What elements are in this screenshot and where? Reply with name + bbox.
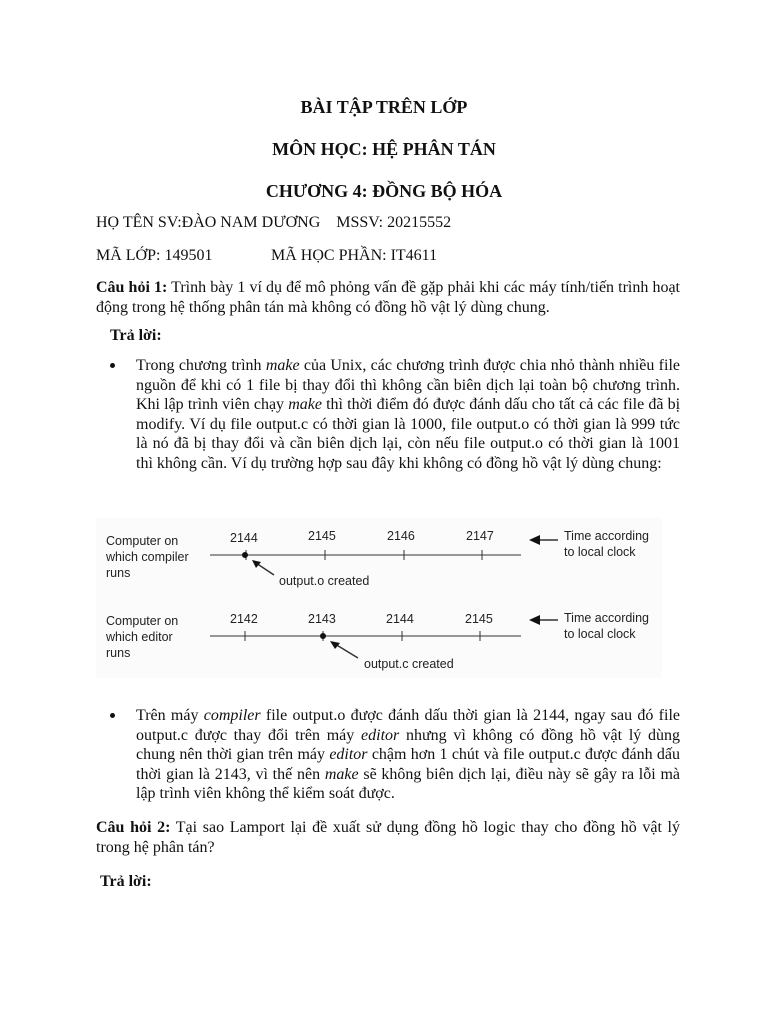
editor-term: editor (329, 746, 368, 763)
row1-right-label-line2: to local clock (564, 545, 636, 559)
bullet-2-part: chậm hơn 1 chút và file output.c được đánh dấu thời gian là 2143, vì thế nên (136, 746, 680, 783)
clock-skew-diagram (96, 518, 662, 678)
make-term: make (288, 396, 322, 413)
row2-event-dot (320, 633, 326, 639)
class-code: MÃ LỚP: 149501 (96, 247, 213, 264)
question-2-text: Tại sao Lamport lại đề xuất sử dụng đồng hồ logic thay cho đồng hồ vật lý trong hệ phân tán? (96, 819, 680, 856)
bullet-1-part: Trong chương trình (136, 357, 266, 374)
document-title: BÀI TẬP TRÊN LỚP (300, 97, 468, 117)
bullet-1-part: thì thời điểm đó được đánh dấu cho tất cả các file đã bị modify. Ví dụ file output.c có thời gian là 1000, file output.o có thời gian là 999 tức là nó đã bị thay đổi và cần biên dịch lại, còn nếu file output.o có thời gian là 1001 thì không cần. Ví dụ trường hợp sau đây khi không có đồng hồ vật lý dùng chung: (136, 396, 681, 472)
row1-label-line2: which compiler (106, 550, 189, 564)
row2-left-arrow-icon (529, 615, 540, 625)
row2-label-line3: runs (106, 646, 131, 660)
row2-tick-label: 2143 (308, 612, 336, 626)
row2-right-label-line2: to local clock (564, 627, 636, 641)
row1-event-arrow (256, 563, 274, 575)
answer-2-label: Trả lời: (100, 873, 152, 890)
question-1-text: Trình bày 1 ví dụ để mô phỏng vấn đề gặp phải khi các máy tính/tiến trình hoạt động trong hệ thống phân tán mà không có đồng hồ vật lý dùng chung. (96, 279, 680, 316)
bullet-icon (110, 713, 115, 718)
row1-label-line1: Computer on (106, 534, 179, 548)
answer-1-label: Trả lời: (110, 327, 162, 344)
course-code: MÃ HỌC PHẦN: IT4611 (271, 247, 438, 264)
question-1 (96, 278, 680, 317)
chapter-title: CHƯƠNG 4: ĐỒNG BỘ HÓA (265, 181, 503, 201)
row2-event-arrow (335, 644, 358, 658)
bullet-2-text (136, 706, 680, 804)
answer-1-bullet-1 (110, 356, 680, 473)
make-term: make (265, 357, 300, 374)
row2-arrowhead-icon (330, 641, 340, 649)
bullet-1-part: của Unix, các chương trình được chia nhỏ thành nhiều file nguồn để khi có 1 file bị thay đổi thì không cần biên dịch lại toàn bộ chương trình. Khi lập trình viên chạy (136, 357, 680, 413)
row2-tick-label: 2145 (465, 612, 493, 626)
row2-label-line1: Computer on (106, 614, 179, 628)
row2-label-line2: which editor (106, 630, 173, 644)
row1-tick-label: 2144 (230, 531, 258, 545)
row2-right-label-line1: Time according (564, 611, 649, 625)
editor-term: editor (361, 726, 400, 744)
row1-event-label: output.o created (279, 574, 370, 588)
question-1-label: Câu hỏi 1: (96, 279, 168, 296)
answer-1-bullet-2 (110, 706, 680, 804)
row1-tick-label: 2145 (308, 529, 336, 543)
compiler-term: compiler (203, 707, 261, 724)
row2-tick-label: 2142 (230, 612, 258, 626)
row1-right-label-line1: Time according (564, 529, 649, 543)
course-title: MÔN HỌC: HỆ PHÂN TÁN (272, 139, 496, 159)
row1-arrowhead-icon (252, 560, 261, 568)
bullet-icon (110, 363, 115, 368)
row1-tick-label: 2147 (466, 529, 494, 543)
bullet-2-part: Trên máy (136, 707, 204, 724)
row1-left-arrow-icon (529, 535, 540, 545)
make-term: make (324, 765, 359, 783)
bullet-2-part: file output.o được đánh dấu thời gian là 2144, ngay sau đó file output.c được thay đổi trên máy (136, 707, 681, 744)
row2-event-label: output.c created (364, 657, 454, 671)
row1-event-dot (242, 552, 248, 558)
student-info-line: HỌ TÊN SV:ĐÀO NAM DƯƠNG MSSV: 20215552 (96, 214, 452, 231)
question-2-label: Câu hỏi 2: (96, 819, 171, 836)
bullet-1-text (136, 356, 680, 473)
bullet-2-part: sẽ không biên dịch lại, điều này sẽ gây ra lỗi mà lập trình viên không thể kiểm soát được. (136, 765, 681, 802)
question-2 (96, 818, 680, 857)
row2-tick-label: 2144 (386, 612, 414, 626)
row1-label-line3: runs (106, 566, 131, 580)
bullet-2-part: nhưng vì không có đồng hồ vật lý dùng chung nên thời gian trên máy (136, 726, 680, 763)
row1-tick-label: 2146 (387, 529, 415, 543)
